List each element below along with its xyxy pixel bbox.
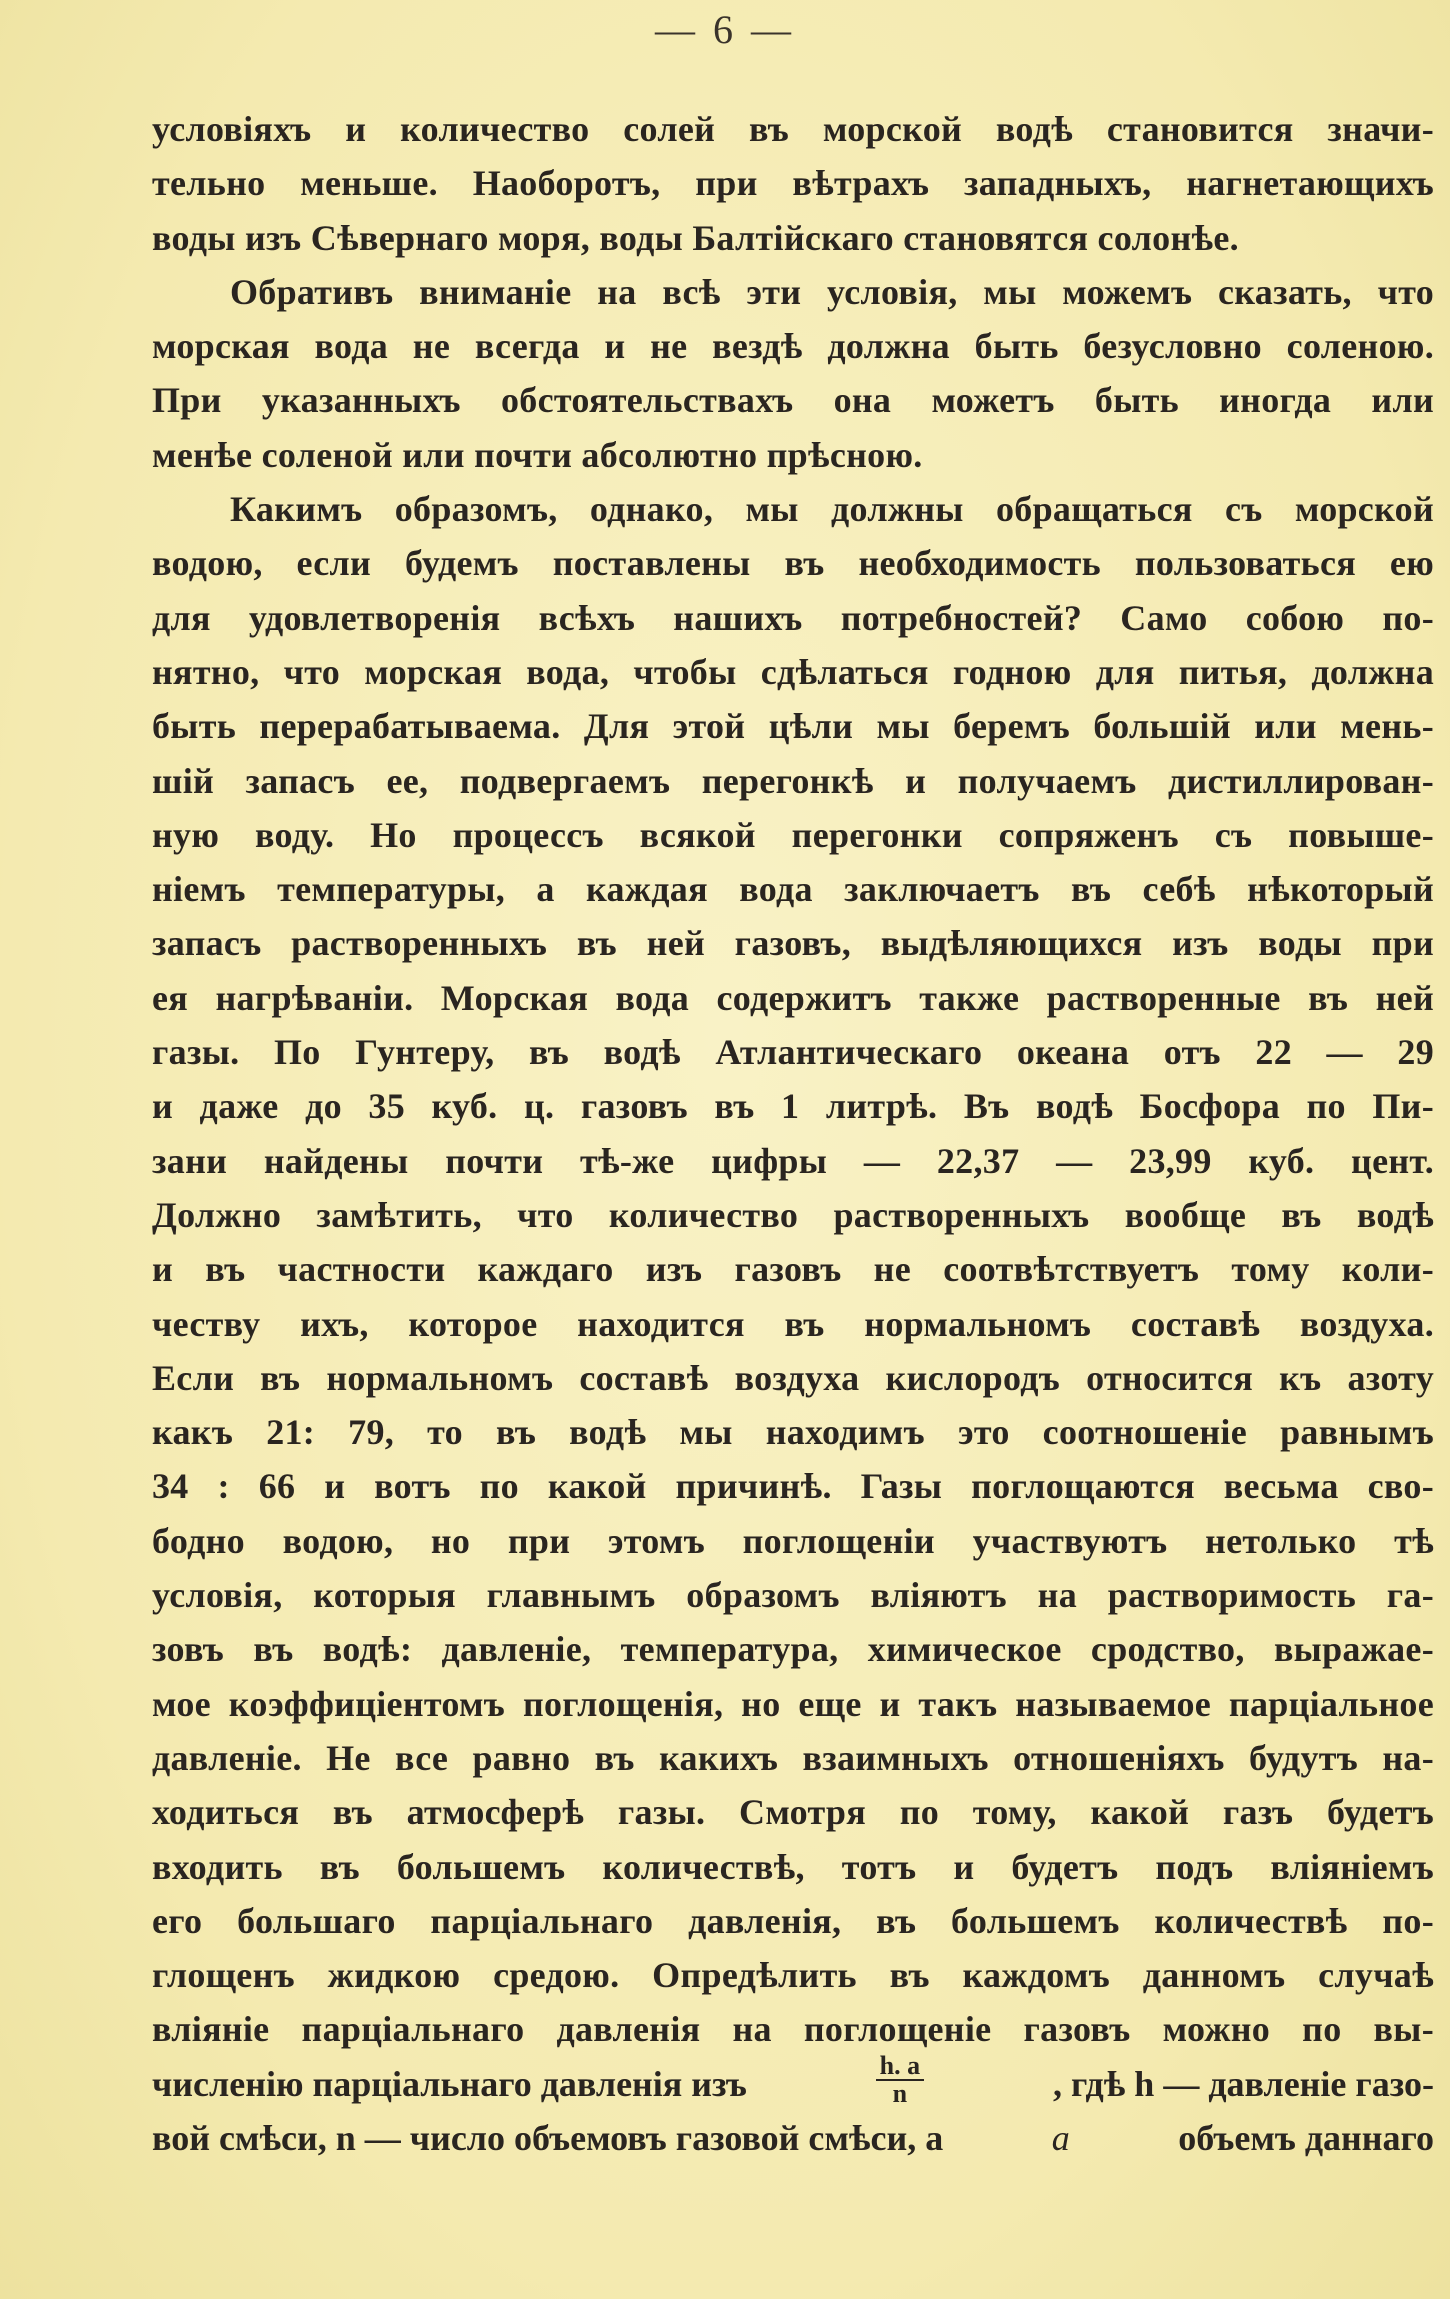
text-line: честву ихъ, которое находится въ нормальномъ составѣ воздуха. [152,1303,1434,1344]
partial-pressure-fraction [876,2050,924,2108]
italic-variable-a: a [1051,2117,1070,2158]
text-line: менѣе соленой или почти абсолютно прѣсною. [152,434,923,475]
text-line: глощенъ жидкою средою. Опредѣлить въ каждомъ данномъ случаѣ [152,1955,1434,1996]
text-line: Какимъ образомъ, однако, мы должны обращаться съ морской [230,489,1434,530]
text-line: условія, которыя главнымъ образомъ вліяютъ на растворимость га- [152,1575,1434,1616]
text-line: тельно меньше. Наоборотъ, при вѣтрахъ западныхъ, нагнетающихъ [152,163,1434,204]
formula-text-before: численію парціальнаго давленія изъ [152,2063,747,2104]
text-line: 34 : 66 и вотъ по какой причинѣ. Газы поглощаются весьма сво- [152,1466,1434,1507]
text-line: ную воду. Но процессъ всякой перегонки сопряженъ съ повыше- [152,814,1434,855]
text-line: морская вода не всегда и не вездѣ должна быть безусловно соленою. [152,326,1434,367]
page-number: — 6 — [655,7,795,52]
formula-text-after: , гдѣ h — давленіе газо- [1052,2063,1434,2104]
text-line: какъ 21: 79, то въ водѣ мы находимъ это соотношеніе равнымъ [152,1412,1434,1453]
text-line: для удовлетворенія всѣхъ нашихъ потребностей? Само собою по- [152,597,1434,638]
text-line: давленіе. Не все равно въ какихъ взаимныхъ отношеніяхъ будутъ на- [152,1737,1434,1778]
text-line: зовъ въ водѣ: давленіе, температура, химическое сродство, выражае- [152,1629,1434,1670]
text-line: Должно замѣтить, что количество растворенныхъ вообще въ водѣ [152,1194,1434,1235]
text-line: условіяхъ и количество солей въ морской водѣ становится значи- [152,109,1434,149]
text-line: воды изъ Сѣвернаго моря, воды Балтійскаго становятся солонѣе. [152,217,1239,258]
text-line: входить въ большемъ количествѣ, тотъ и будетъ подъ вліяніемъ [152,1846,1434,1887]
final-line-part1: вой смѣси, n — число объемовъ газовой смѣси, а [152,2117,944,2158]
text-line: шій запасъ ее, подвергаемъ перегонкѣ и получаемъ дистиллирован- [152,760,1434,801]
body-text [152,102,1434,2165]
text-line: водою, если будемъ поставлены въ необходимость пользоваться ею [152,543,1434,584]
text-line: ніемъ температуры, а каждая вода заключаетъ въ себѣ нѣкоторый [152,869,1434,910]
text-line: При указанныхъ обстоятельствахъ она можетъ быть иногда или [152,380,1434,421]
fraction-denominator: n [892,2078,908,2108]
text-line: газы. По Гунтеру, въ водѣ Атлантическаго океана отъ 22 — 29 [152,1032,1434,1073]
text-line: мое коэффиціентомъ поглощенія, но еще и такъ называемое парціальное [152,1683,1434,1724]
fraction-numerator: h. a [876,2053,924,2081]
final-text-line [152,2111,1434,2165]
text-line: Обративъ вниманіе на всѣ эти условія, мы можемъ сказать, что [230,271,1434,312]
text-line: вліяніе парціальнаго давленія на поглощеніе газовъ можно по вы- [152,2009,1434,2050]
text-line: и въ частности каждаго изъ газовъ не соотвѣтствуетъ тому коли- [152,1249,1434,1290]
text-line: нятно, что морская вода, чтобы сдѣлаться годною для питья, должна [152,651,1434,692]
final-line-part2: объемъ даннаго [1178,2117,1434,2158]
formula-line [152,2050,1434,2111]
text-line: Если въ нормальномъ составѣ воздуха кислородъ относится къ азоту [152,1357,1434,1398]
text-line: и даже до 35 куб. ц. газовъ въ 1 литрѣ. Въ водѣ Босфора по Пи- [152,1086,1434,1127]
text-line: запасъ растворенныхъ въ ней газовъ, выдѣляющихся изъ воды при [152,923,1434,964]
text-line: зани найдены почти тѣ-же цифры — 22,37 — 23,99 куб. цент. [152,1140,1434,1181]
text-line: ходиться въ атмосферѣ газы. Смотря по тому, какой газъ будетъ [152,1792,1434,1833]
text-line: бодно водою, но при этомъ поглощеніи участвуютъ нетолько тѣ [152,1520,1434,1561]
text-line: быть перерабатываема. Для этой цѣли мы беремъ большій или мень- [152,706,1434,747]
text-line: ея нагрѣваніи. Морская вода содержитъ также растворенные въ ней [152,977,1434,1018]
text-line: его большаго парціальнаго давленія, въ большемъ количествѣ по- [152,1900,1434,1941]
